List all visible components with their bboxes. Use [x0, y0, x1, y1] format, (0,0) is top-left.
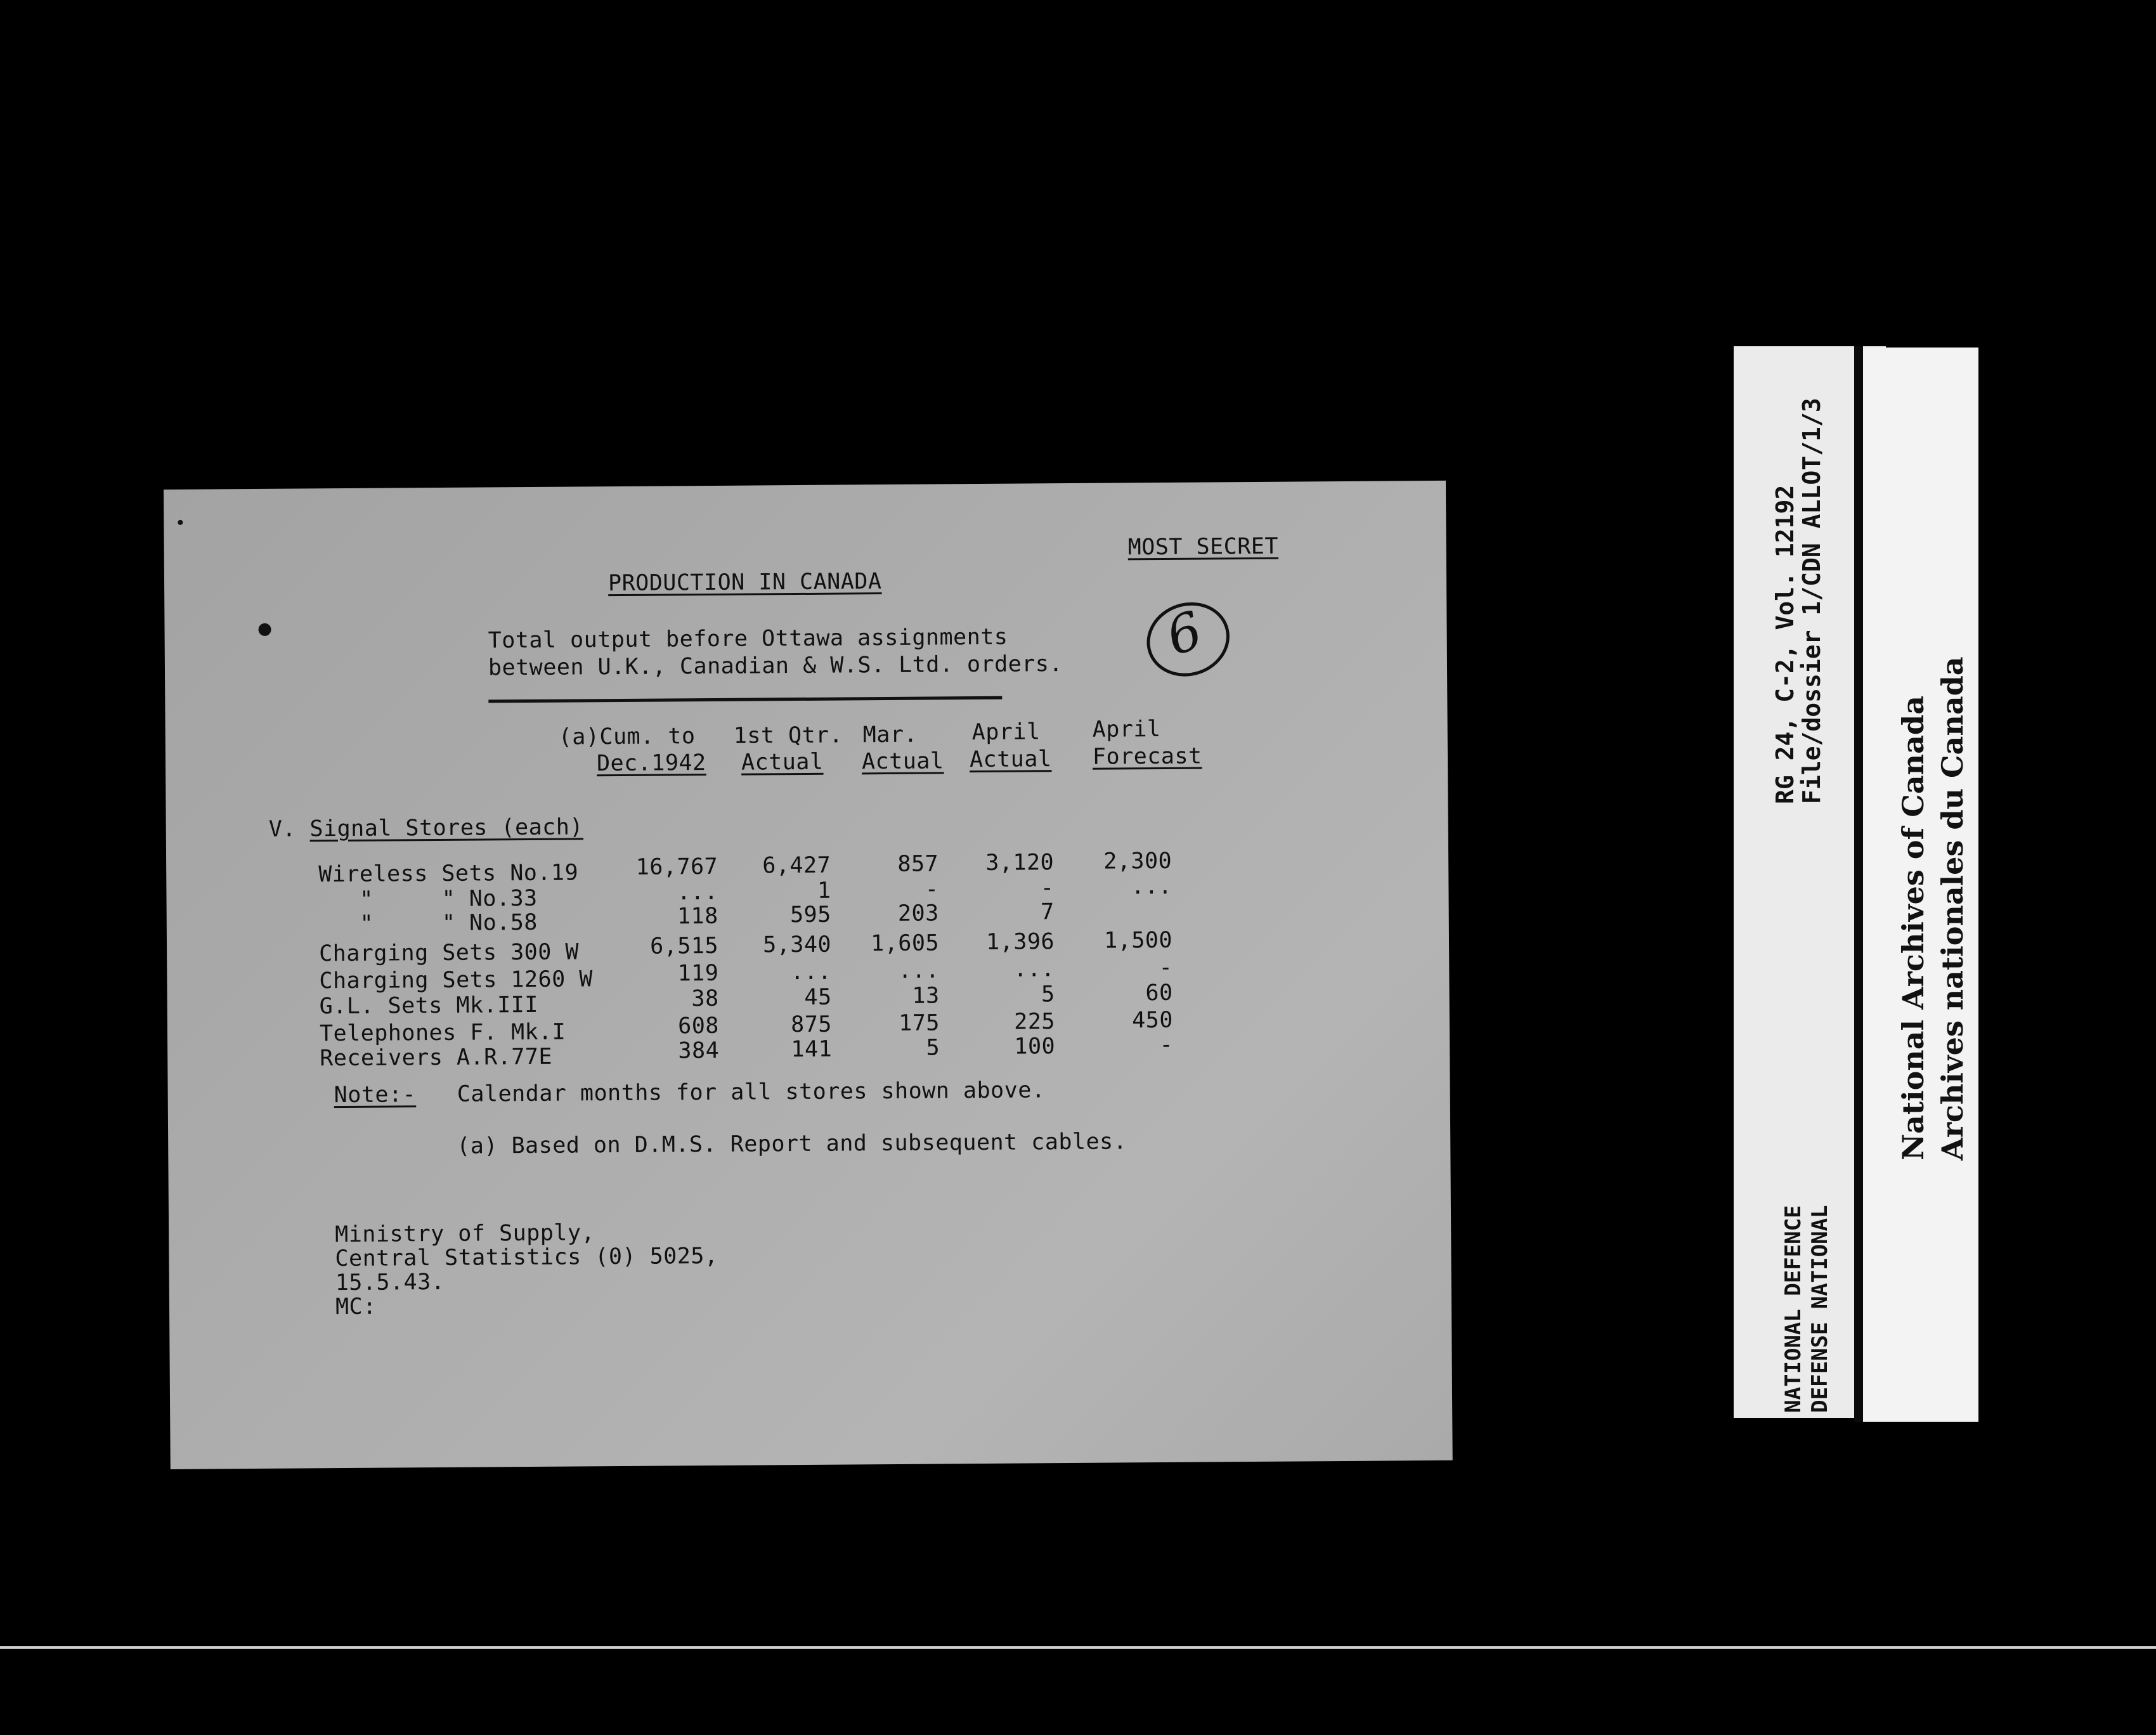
column-header-1-line-2: Dec.1942: [596, 750, 706, 777]
table-cell: 6,427: [762, 852, 831, 879]
table-row-label: Telephones F. Mk.I: [319, 1019, 566, 1047]
paper-speck: [178, 520, 183, 525]
table-cell: 38: [691, 985, 719, 1012]
circled-page-number: [1137, 592, 1240, 687]
column-header-1-line-1: (a)Cum. to: [558, 724, 696, 750]
table-cell: ...: [898, 958, 940, 984]
circled-number-text: 6: [1159, 600, 1210, 668]
table-cell: -: [1159, 954, 1173, 981]
table-cell: 450: [1132, 1007, 1174, 1034]
archive-department-line-2: DEFENSE NATIONAL: [1807, 1205, 1833, 1413]
classification-mark: MOST SECRET: [1127, 533, 1279, 561]
column-header-2-line-1: 1st Qtr.: [733, 722, 843, 749]
table-cell: ...: [790, 959, 832, 985]
table-cell: 5,340: [763, 932, 832, 958]
table-cell: -: [1159, 1032, 1174, 1058]
archive-reference-line-2: File/dossier 1/CDN ALLOT/1/3: [1798, 398, 1826, 804]
table-cell: -: [1040, 875, 1055, 901]
column-header-3-line-1: Mar.: [862, 722, 918, 748]
scanned-document: [164, 481, 1453, 1469]
table-cell: ...: [677, 879, 718, 906]
scan-edge-line: [0, 1646, 2156, 1649]
table-cell: 203: [897, 900, 939, 926]
table-cell: 608: [678, 1013, 720, 1039]
archive-reference-line-1: RG 24, C-2, Vol. 12192: [1771, 484, 1799, 804]
section-prefix: V.: [268, 816, 297, 842]
table-cell: 384: [678, 1037, 720, 1064]
signature-line-2: Central Statistics (0) 5025,: [335, 1243, 718, 1272]
table-cell: 100: [1014, 1034, 1056, 1060]
table-cell: 857: [897, 851, 939, 877]
table-row-label: " " No.58: [318, 909, 538, 937]
signature-line-4: MC:: [335, 1294, 377, 1320]
table-cell: 3,120: [985, 850, 1055, 876]
paper-punch-mark: [258, 623, 271, 636]
table-row-label: Wireless Sets No.19: [318, 860, 579, 888]
note-label: Note:-: [334, 1082, 417, 1108]
table-cell: 1,396: [986, 929, 1055, 955]
table-row-label: G.L. Sets Mk.III: [319, 992, 538, 1020]
table-cell: 118: [677, 903, 718, 930]
column-header-4-line-1: April: [971, 719, 1041, 746]
table-cell: 595: [789, 902, 831, 928]
header-rule: [488, 696, 1002, 703]
table-row-label: Charging Sets 1260 W: [319, 966, 593, 994]
table-cell: 5: [926, 1035, 940, 1061]
note-text: Calendar months for all stores shown above.: [457, 1077, 1046, 1107]
table-cell: 875: [791, 1011, 833, 1038]
archive-label-divider: [1854, 346, 1863, 1422]
table-row-label: " " No.33: [318, 885, 538, 913]
archive-department-line-1: NATIONAL DEFENCE: [1781, 1205, 1806, 1413]
note: [334, 1079, 1046, 1107]
table-cell: 5: [1041, 982, 1055, 1008]
table-cell: ...: [1131, 873, 1172, 900]
signature-line-3: 15.5.43.: [335, 1269, 445, 1296]
archive-name-english: National Archives of Canada: [1896, 696, 1930, 1160]
table-cell: ...: [1013, 956, 1055, 982]
subtitle-line-2: between U.K., Canadian & W.S. Ltd. orders.: [488, 651, 1063, 681]
table-cell: 175: [899, 1010, 940, 1036]
column-header-2-line-2: Actual: [741, 749, 824, 776]
table-cell: 1,500: [1104, 927, 1173, 954]
table-cell: 225: [1014, 1009, 1056, 1035]
archive-name-french: Archives nationales du Canada: [1935, 656, 1970, 1160]
table-cell: 13: [912, 983, 940, 1009]
table-row-label: Receivers A.R.77E: [320, 1044, 553, 1072]
table-cell: 16,767: [635, 854, 718, 880]
table-cell: 7: [1040, 899, 1055, 925]
document-title: PRODUCTION IN CANADA: [607, 569, 882, 597]
section-title: Signal Stores (each): [309, 814, 584, 842]
column-header-5-line-2: Forecast: [1092, 743, 1202, 770]
column-header-5-line-1: April: [1092, 717, 1161, 743]
footnote: (a) Based on D.M.S. Report and subsequent cables.: [457, 1129, 1127, 1159]
table-cell: 141: [791, 1036, 833, 1063]
table-cell: 6,515: [650, 933, 719, 959]
signature-line-1: Ministry of Supply,: [335, 1220, 595, 1248]
column-header-4-line-2: Actual: [969, 746, 1052, 773]
table-cell: 60: [1145, 980, 1173, 1006]
table-cell: -: [925, 876, 939, 902]
table-cell: 2,300: [1103, 848, 1172, 874]
section-heading: [269, 816, 583, 840]
table-cell: 119: [677, 960, 719, 987]
column-header-3-line-2: Actual: [861, 748, 944, 775]
table-cell: 45: [804, 984, 832, 1010]
table-row-label: Charging Sets 300 W: [318, 939, 580, 967]
table-cell: 1,605: [871, 930, 940, 957]
table-cell: 1: [817, 878, 831, 904]
subtitle-line-1: Total output before Ottawa assignments: [488, 624, 1008, 654]
